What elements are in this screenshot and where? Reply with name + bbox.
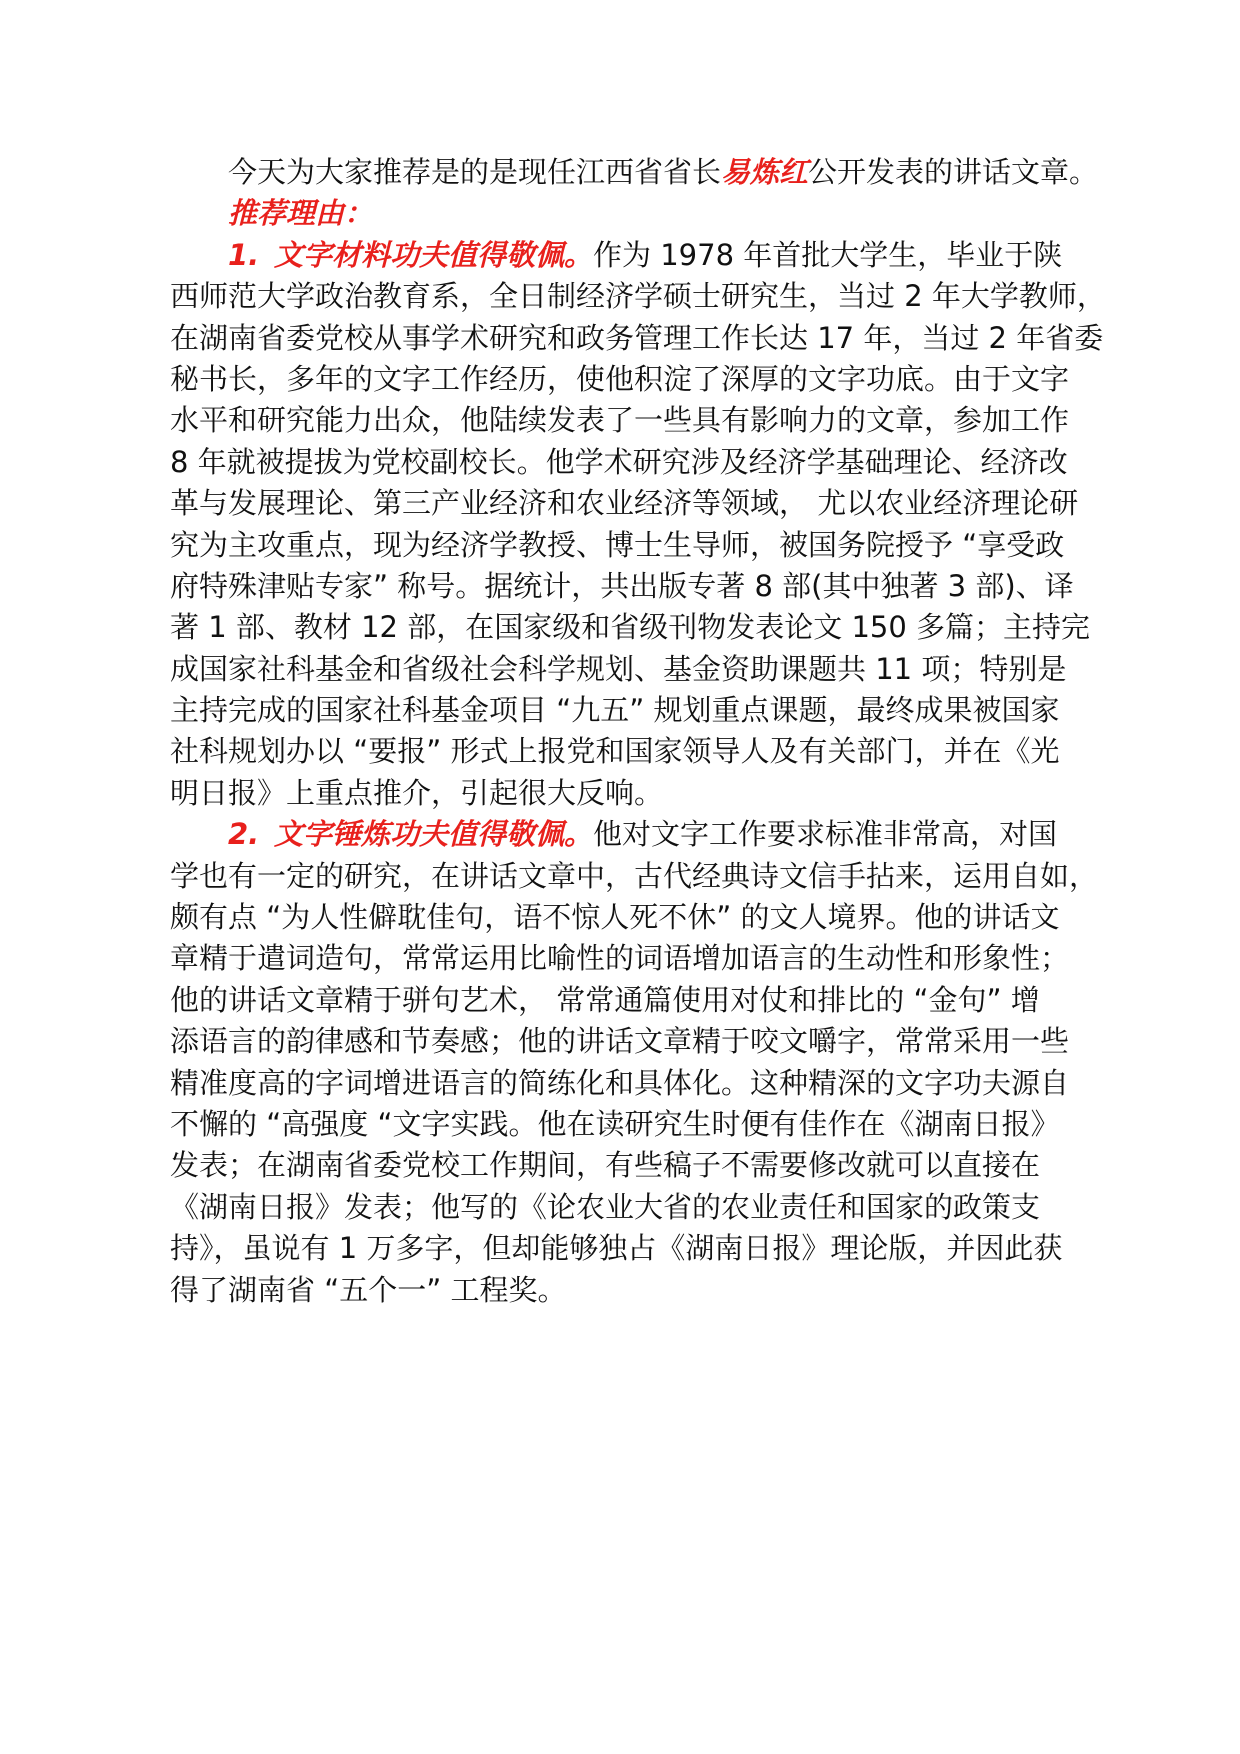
section2-line: 添语言的韵律感和节奏感；他的讲话文章精于咬文嚼字，常常采用一些	[170, 1024, 1070, 1059]
section1-first-line-text: 作为 1978 年首批大学生，毕业于陕	[593, 237, 1063, 272]
section1-first-line	[170, 235, 1110, 276]
section2-first-line-text: 他对文字工作要求标准非常高，对国	[593, 817, 1058, 852]
section1-line: 革与发展理论、第三产业经济和农业经济等领域， 尤以农业经济理论研	[170, 486, 1079, 521]
section2-first-line	[170, 814, 1110, 855]
section1-line: 主持完成的国家社科基金项目 “九五” 规划重点课题，最终成果被国家	[170, 693, 1060, 728]
section2-line: 他的讲话文章精于骈句艺术， 常常通篇使用对仗和排比的 “金句” 增	[170, 982, 1040, 1017]
section2-line: 精准度高的字词增进语言的简练化和具体化。这种精深的文字功夫源自	[170, 1065, 1070, 1100]
section1-line: 水平和研究能力出众，他陆续发表了一些具有影响力的文章，参加工作	[170, 403, 1070, 438]
section2-line: 颇有点 “为人性僻耽佳句，语不惊人死不休” 的文人境界。他的讲话文	[170, 900, 1060, 935]
section2-number: 2.	[228, 817, 260, 852]
document-body	[170, 152, 1110, 1311]
section2-line: 《湖南日报》发表；他写的《论农业大省的农业责任和国家的政策支	[170, 1189, 1041, 1224]
section1-line: 社科规划办以 “要报” 形式上报党和国家领导人及有关部门，并在《光	[170, 734, 1060, 769]
section2-title: 文字锤炼功夫值得敬佩。	[274, 817, 594, 852]
section1-line: 著 1 部、教材 12 部，在国家级和省级刊物发表论文 150 多篇；主持完	[170, 610, 1091, 645]
section2-line: 发表；在湖南省委党校工作期间，有些稿子不需要修改就可以直接在	[170, 1148, 1041, 1183]
section1-title: 文字材料功夫值得敬佩。	[274, 237, 594, 272]
reasons-heading-text: 推荐理由：	[228, 196, 374, 231]
section1-line: 成国家社科基金和省级社会科学规划、基金资助课题共 11 项；特别是	[170, 651, 1067, 686]
section1-line: 秘书长，多年的文字工作经历，使他积淀了深厚的文字功底。由于文字	[170, 361, 1070, 396]
section1-line: 究为主攻重点，现为经济学教授、博士生导师，被国务院授予 “享受政	[170, 527, 1065, 562]
section1-line: 府特殊津贴专家” 称号。据统计，共出版专著 8 部(其中独著 3 部)、译	[170, 568, 1074, 603]
section2-line: 章精于遣词造句，常常运用比喻性的词语增加语言的生动性和形象性；	[170, 941, 1070, 976]
section1-line: 在湖南省委党校从事学术研究和政务管理工作长达 17 年，当过 2 年省委	[170, 320, 1104, 355]
section2-line: 持》，虽说有 1 万多字，但却能够独占《湖南日报》理论版，并因此获	[170, 1231, 1063, 1266]
intro-paragraph	[170, 152, 1110, 193]
section2-line: 得了湖南省 “五个一” 工程奖。	[170, 1272, 567, 1307]
intro-text-after: 公开发表的讲话文章。	[808, 155, 1099, 189]
section1-line: 西师范大学政治教育系，全日制经济学硕士研究生，当过 2 年大学教师，	[170, 279, 1106, 314]
section1-line: 8 年就被提拔为党校副校长。他学术研究涉及经济学基础理论、经济改	[170, 444, 1068, 479]
intro-text-before: 今天为大家推荐是的是现任江西省省长	[228, 155, 722, 189]
section2-line: 学也有一定的研究，在讲话文章中，古代经典诗文信手拈来，运用自如，	[170, 858, 1099, 893]
reasons-heading	[170, 193, 1110, 234]
section2-line: 不懈的 “高强度 “文字实践。他在读研究生时便有佳作在《湖南日报》	[170, 1106, 1060, 1141]
section1-number: 1.	[228, 237, 260, 272]
section1-line: 明日报》上重点推介，引起很大反响。	[170, 775, 664, 810]
highlighted-name: 易炼红	[721, 155, 809, 189]
